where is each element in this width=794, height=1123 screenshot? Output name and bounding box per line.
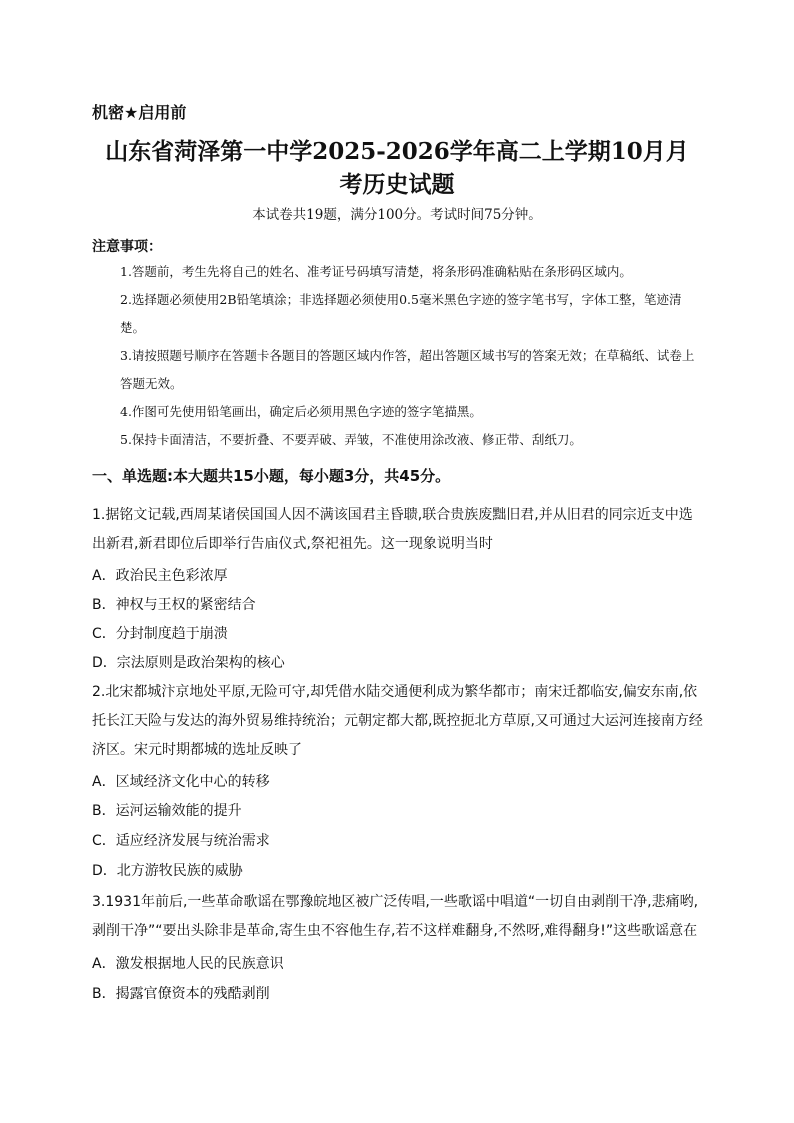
note-item: 1.答题前，考生先将自己的姓名、准考证号码填写清楚，将条形码准确粘贴在条形码区域内。	[120, 264, 632, 279]
note-item: 3.请按照题号顺序在答题卡各题目的答题区域内作答，超出答题区域书写的答案无效；在草稿纸、试卷上答题无效。	[120, 348, 695, 391]
question-2-option-a: A．区域经济文化中心的转移	[92, 774, 270, 790]
note-item: 4.作图可先使用铅笔画出，确定后必须用黑色字迹的签字笔描黑。	[120, 404, 482, 419]
note-item: 2.选择题必须使用2B铅笔填涂；非选择题必须使用0.5毫米黑色字迹的签字笔书写，字体工整，笔迹清楚。	[120, 292, 682, 335]
question-1-option-c: C．分封制度趋于崩溃	[92, 626, 228, 642]
question-2-option-c: C．适应经济发展与统治需求	[92, 833, 270, 849]
question-3-option-a: A．激发根据地人民的民族意识	[92, 956, 284, 972]
question-3-option-b: B．揭露官僚资本的残酷剥削	[92, 986, 270, 1002]
question-1-option-d: D．宗法原则是政治架构的核心	[92, 655, 285, 671]
exam-info: 本试卷共19题，满分100分。考试时间75分钟。	[252, 207, 542, 223]
question-1-stem: 1.据铭文记载,西周某诸侯国国人因不满该国君主昏聩,联合贵族废黜旧君,并从旧君的同宗近支中选出新君,新君即位后即举行告庙仪式,祭祀祖先。这一现象说明当时	[92, 507, 693, 552]
question-2-stem: 2.北宋都城汴京地处平原,无险可守,却凭借水陆交通便利成为繁华都市；南宋迁都临安,偏安东南,依托长江天险与发达的海外贸易维持统治；元朝定都大都,既控扼北方草原,又可通过大运河连接南方经济区。宋元时期都城的选址反映了	[92, 684, 703, 758]
exam-title-line1: 山东省菏泽第一中学2025-2026学年高二上学期10月月	[105, 138, 689, 165]
question-1-option-a: A．政治民主色彩浓厚	[92, 568, 228, 584]
exam-title-line2: 考历史试题	[339, 171, 455, 198]
question-2-option-b: B．运河运输效能的提升	[92, 803, 242, 819]
notes-heading: 注意事项：	[92, 239, 162, 255]
question-2-option-d: D．北方游牧民族的威胁	[92, 863, 243, 879]
note-item: 5.保持卡面清洁，不要折叠、不要弄破、弄皱，不准使用涂改液、修正带、刮纸刀。	[120, 432, 582, 447]
confidential-mark: 机密★启用前	[92, 103, 187, 122]
section-heading: 一、单选题:本大题共15小题，每小题3分，共45分。	[92, 467, 451, 485]
question-1-option-b: B．神权与王权的紧密结合	[92, 597, 256, 613]
question-3-stem: 3.1931年前后,一些革命歌谣在鄂豫皖地区被广泛传唱,一些歌谣中唱道“一切自由剥削干净,悲痛哟,剥削干净”“要出头除非是革命,寄生虫不容他生存,若不这样难翻身,不然呀,难得翻身!”这些歌谣意在	[92, 894, 699, 939]
